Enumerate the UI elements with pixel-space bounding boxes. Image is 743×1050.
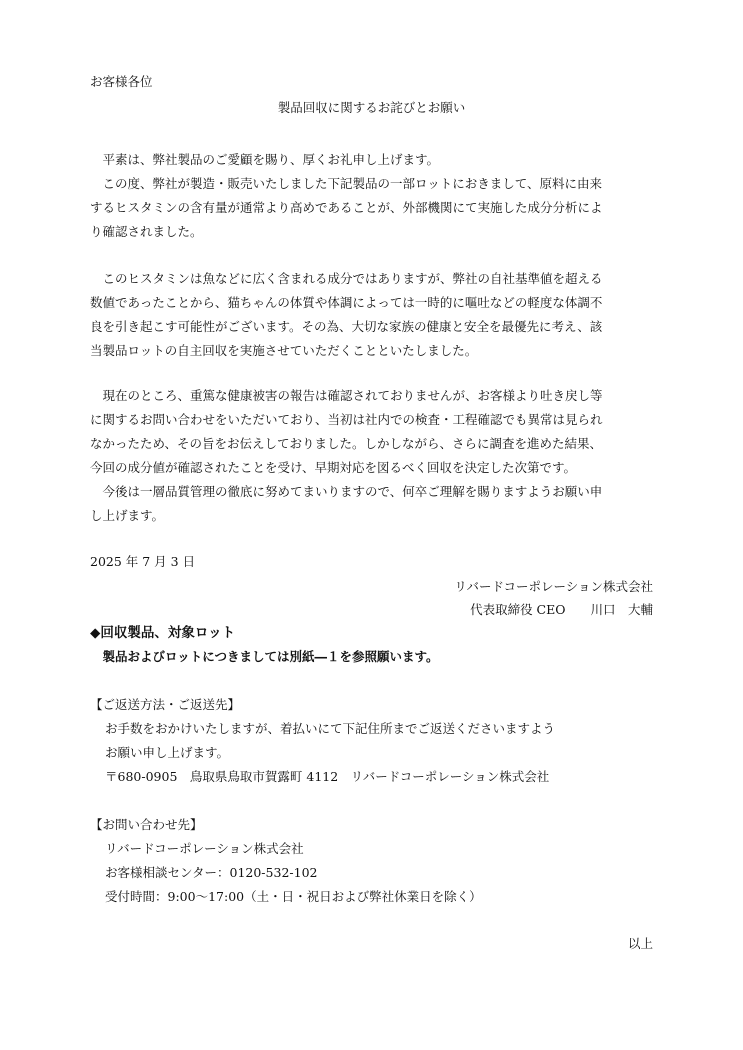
body-line: 現在のところ、重篤な健康被害の報告は確認されておりませんが、お客様より吐き戻し等 [90, 388, 603, 403]
body-line: に関するお問い合わせをいただいており、当初は社内での検査・工程確認でも異常は見られ [90, 412, 603, 427]
body-line: なかったため、その旨をお伝えしておりました。しかしながら、さらに調査を進めた結果、 [90, 436, 603, 451]
body-line: し上げます。 [90, 508, 165, 523]
recall-heading: ◆回収製品、対象ロット [90, 625, 236, 641]
salutation: お客様各位 [90, 74, 153, 89]
body-line: この度、弊社が製造・販売いたしました下記製品の一部ロットにおきまして、原料に由来 [90, 176, 603, 191]
body-line: このヒスタミンは魚などに広く含まれる成分ではありますが、弊社の自社基準値を超える [90, 271, 603, 286]
contact-company: リバードコーポレーション株式会社 [105, 841, 304, 856]
body-line: り確認されました。 [90, 224, 203, 239]
body-line: 当製品ロットの自主回収を実施させていただくことといたしました。 [90, 343, 478, 358]
document-title: 製品回収に関するお詫びとお願い [277, 100, 466, 115]
recall-text: 製品およびロットにつきましては別紙―１を参照願います。 [90, 649, 439, 664]
representative: 代表取締役 CEO 川口 大輔 [470, 602, 653, 617]
return-line: お手数をおかけいたしますが、着払いにて下記住所までご返送くださいますよう [105, 721, 556, 736]
body-line: 今後は一層品質管理の徹底に努めてまいりますので、何卒ご理解を賜りますようお願い申 [90, 484, 603, 499]
contact-heading: 【お問い合わせ先】 [90, 817, 203, 832]
contact-hours: 受付時間：9:00〜17:00（土・日・祝日および弊社休業日を除く） [105, 889, 482, 904]
body-line: 良を引き起こす可能性がございます。その為、大切な家族の健康と安全を最優先に考え、該 [90, 319, 603, 334]
body-line: 平素は、弊社製品のご愛顧を賜り、厚くお礼申し上げます。 [90, 152, 440, 167]
return-line: お願い申し上げます。 [105, 745, 230, 760]
body-line: するヒスタミンの含有量が通常より高めであることが、外部機関にて実施した成分分析によ [90, 200, 603, 215]
body-line: 今回の成分値が確認されたことを受け、早期対応を図るべく回収を決定した次第です。 [90, 460, 577, 475]
issue-date: 2025 年 7 月 3 日 [90, 554, 196, 569]
return-address: 〒680-0905 鳥取県鳥取市賀露町 4112 リバードコーポレーション株式会社 [105, 769, 550, 784]
return-heading: 【ご返送方法・ご返送先】 [90, 697, 241, 712]
body-line: 数値であったことから、猫ちゃんの体質や体調によっては一時的に嘔吐などの軽度な体調不 [90, 295, 603, 310]
company-name: リバードコーポレーション株式会社 [454, 579, 653, 594]
contact-phone: お客様相談センター：0120-532-102 [105, 865, 318, 880]
closing: 以上 [627, 936, 653, 951]
